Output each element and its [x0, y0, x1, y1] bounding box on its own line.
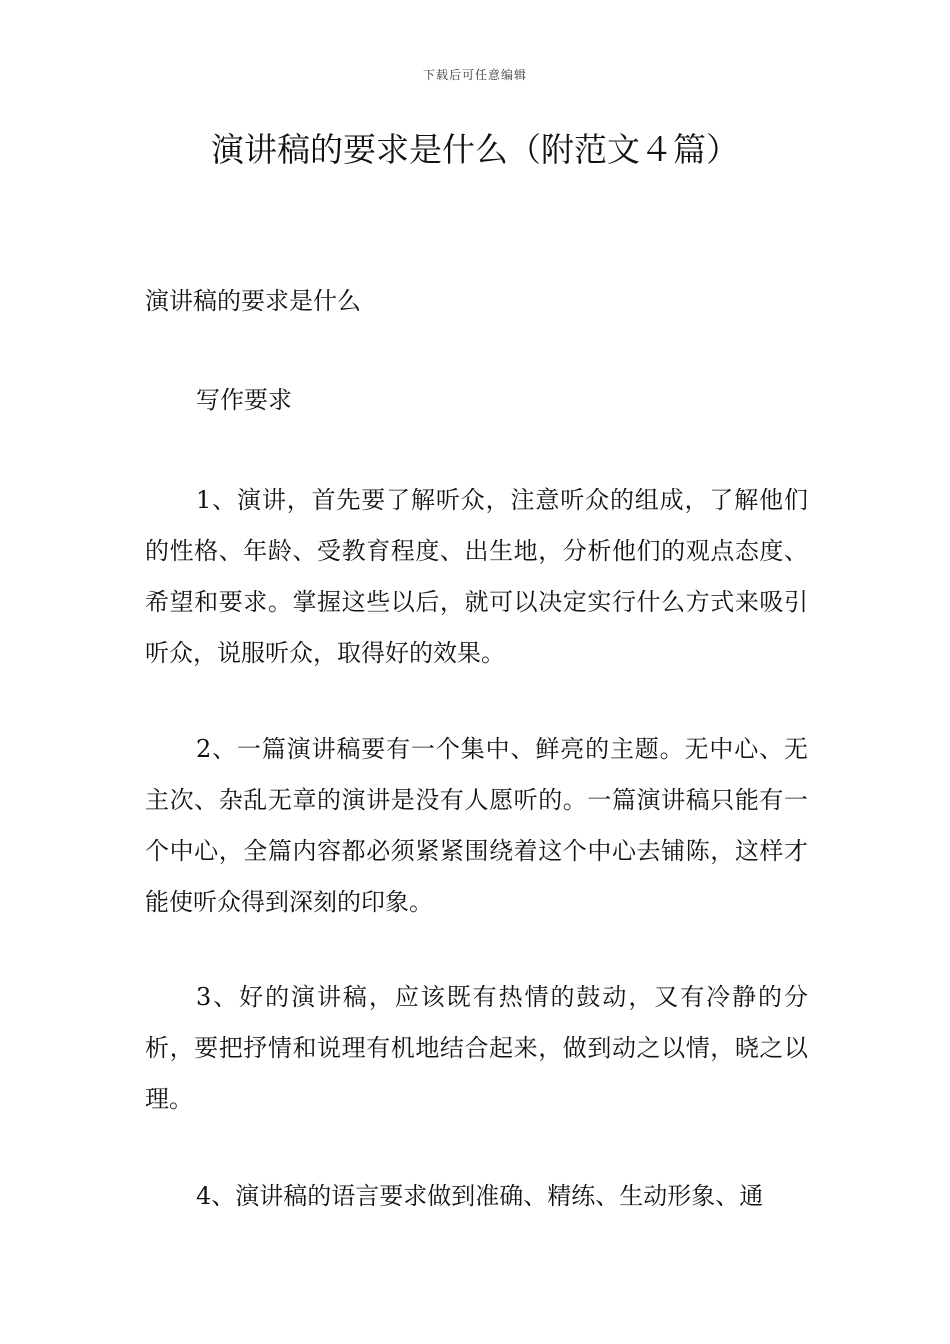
paragraph-3: 3、好的演讲稿，应该既有热情的鼓动，又有冷静的分析，要把抒情和说理有机地结合起来，做到动之以情，晓之以理。 [145, 983, 808, 1113]
header-note: 下载后可任意编辑 [422, 68, 527, 82]
paragraph-2: 2、一篇演讲稿要有一个集中、鲜亮的主题。无中心、无主次、杂乱无章的演讲是没有人愿听的。一篇演讲稿只能有一个中心，全篇内容都必须紧紧围绕着这个中心去铺陈，这样才能使听众得到深刻的印象。 [145, 735, 808, 916]
paragraph-1: 1、演讲，首先要了解听众，注意听众的组成，了解他们的性格、年龄、受教育程度、出生地，分析他们的观点态度、希望和要求。掌握这些以后，就可以决定实行什么方式来吸引听众，说服听众，取得好的效果。 [145, 486, 808, 667]
document-title: 演讲稿的要求是什么（附范文４篇） [211, 130, 739, 169]
paragraph-4: 4、演讲稿的语言要求做到准确、精练、生动形象、通 [196, 1182, 764, 1210]
section-heading: 写作要求 [196, 386, 292, 414]
document-subtitle: 演讲稿的要求是什么 [145, 287, 361, 315]
